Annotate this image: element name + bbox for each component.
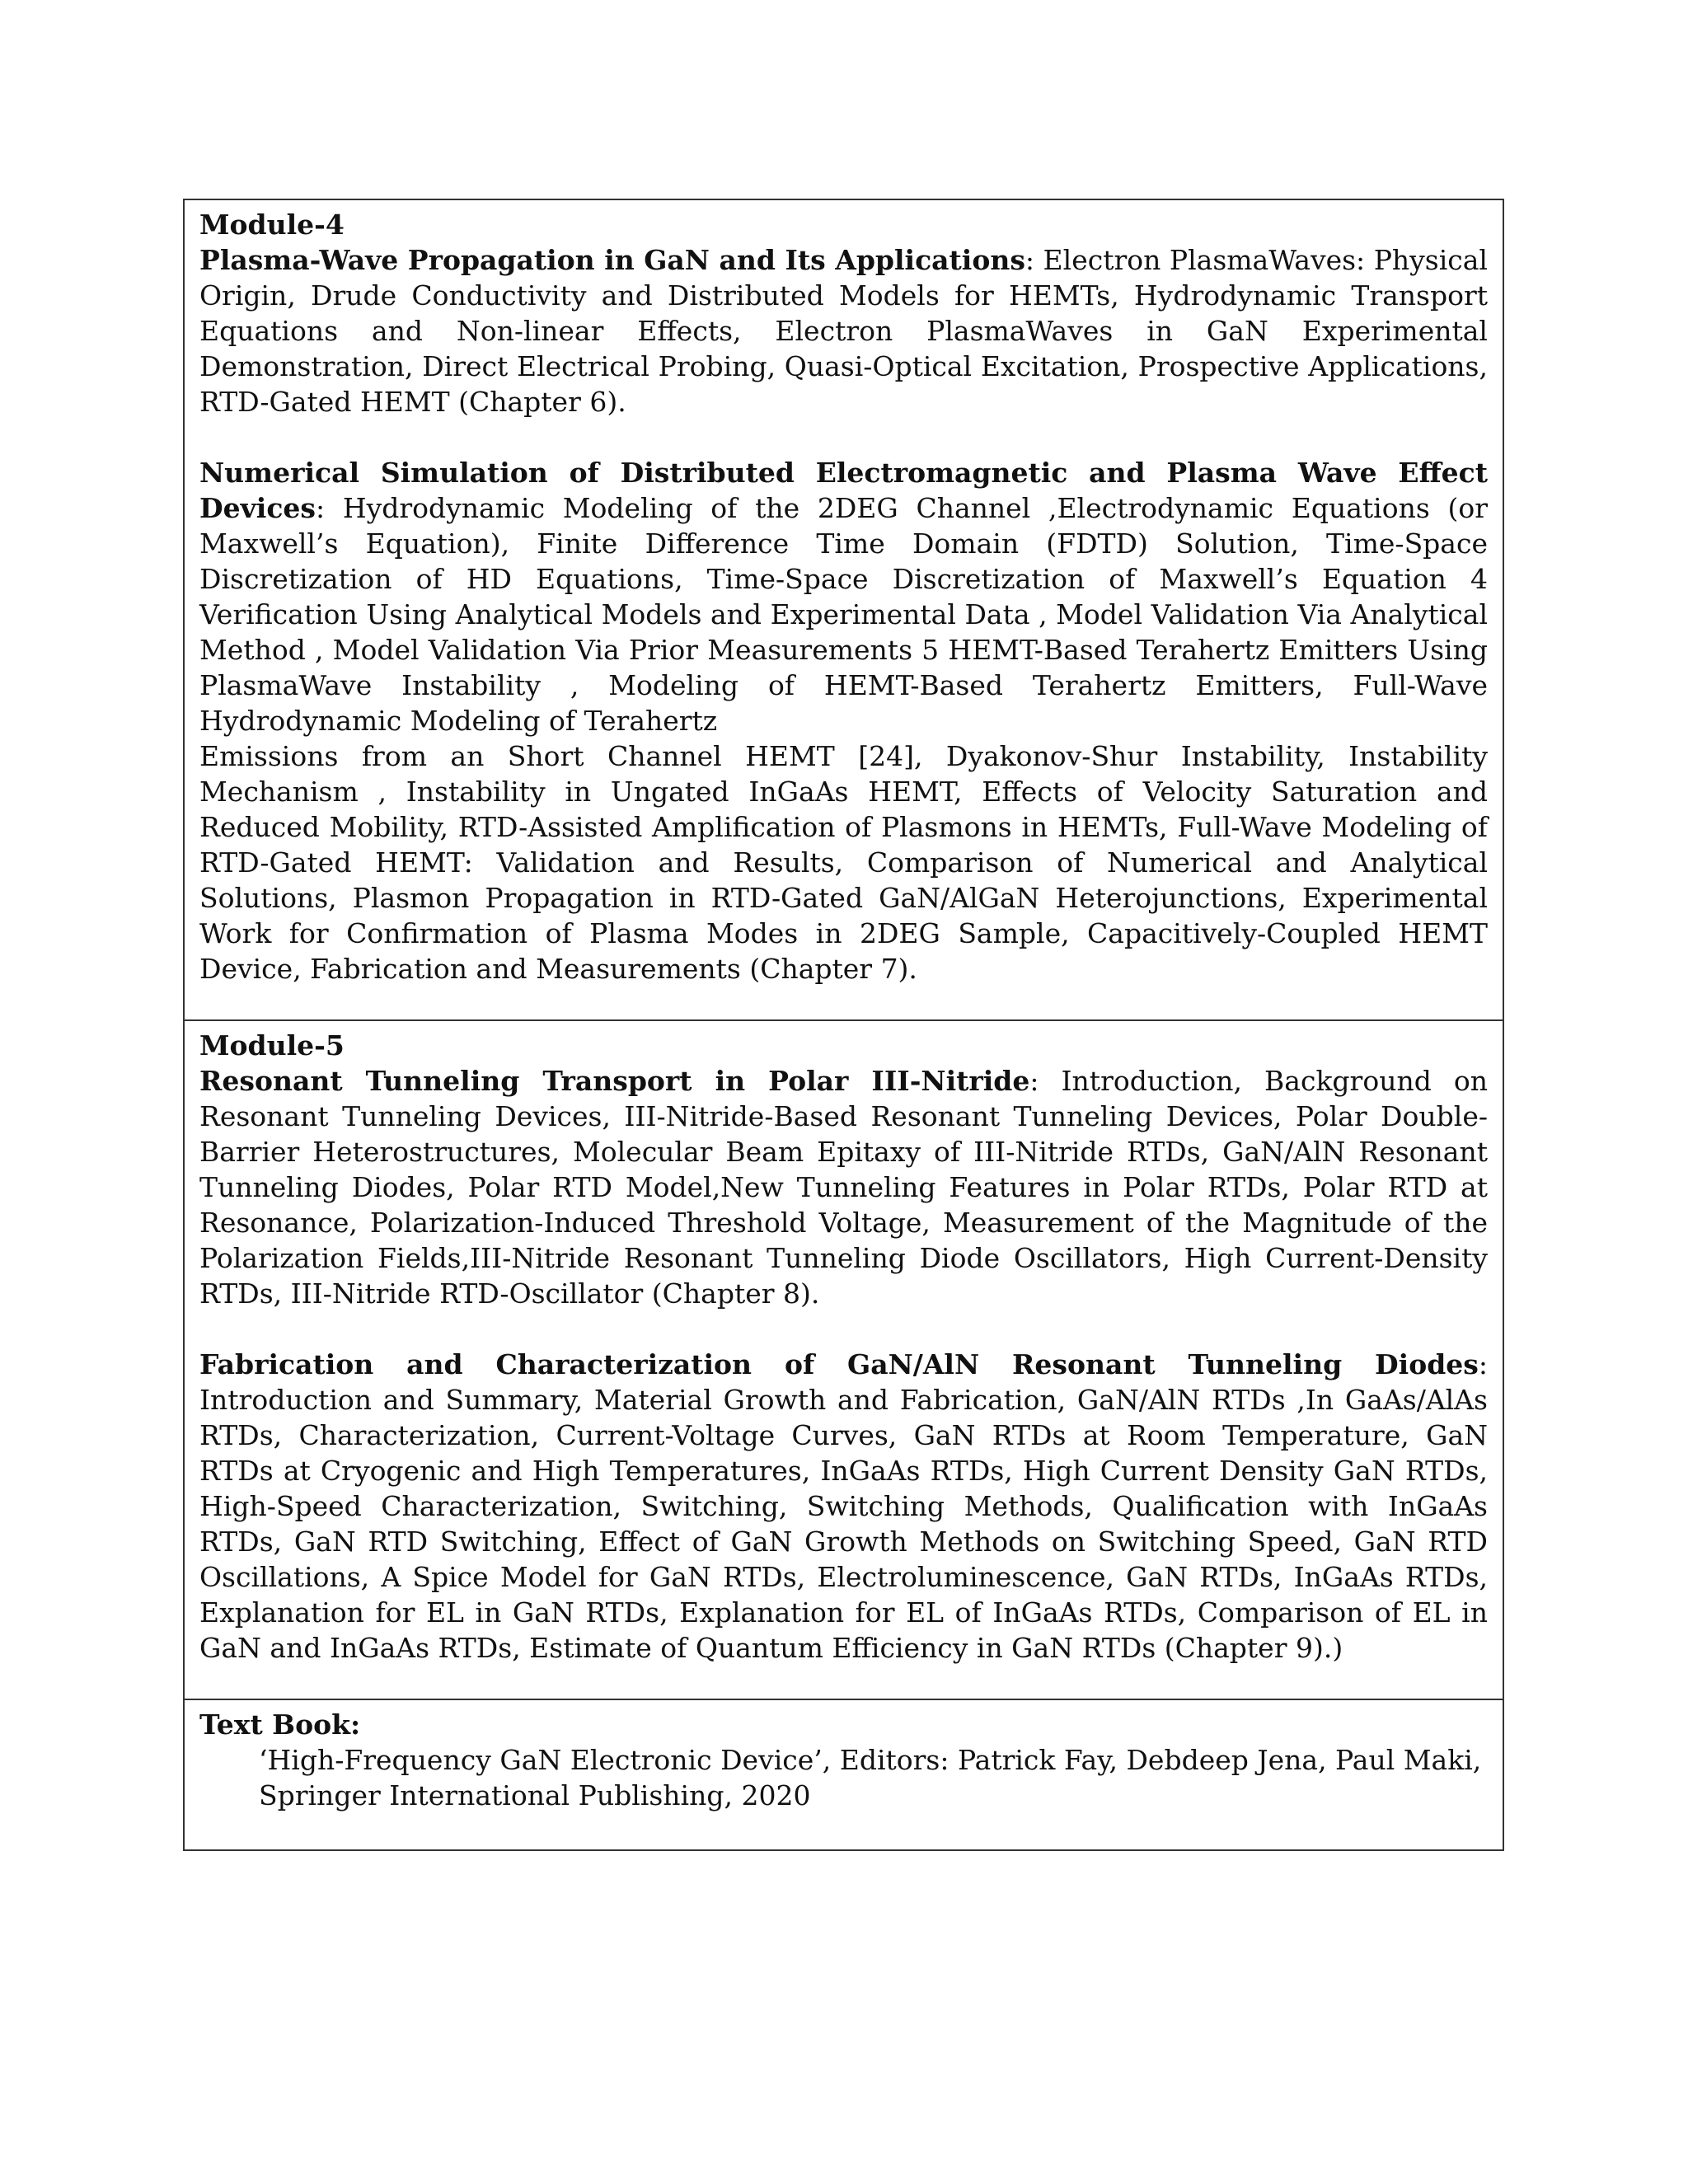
section-heading: Plasma-Wave Propagation in GaN and Its Applications [199,244,1025,276]
section-colon: : [1478,1348,1488,1380]
section-heading: Numerical Simulation of Distributed Electromagnetic and Plasma Wave Effect Devices [199,457,1488,524]
section-colon: : [1025,244,1035,276]
textbook-label: Text Book: [199,1708,361,1741]
textbook-line-1: ‘High-Frequency GaN Electronic Device’, Editors: Patrick Fay, Debdeep Jena, Paul Maki, [259,1744,1482,1776]
section-colon: : [316,492,326,524]
module-4-section-2 [199,455,1488,738]
module-4-label: Module-4 [199,209,345,241]
section-body: Hydrodynamic Modeling of the 2DEG Channel ,Electrodynamic Equations (or Maxwell’s Equation), Finite Difference Time Domain (FDTD) Solution, Time-Space Discretization of HD Equations, Time-Space Discretization of Maxwell’s Equation 4 Verification Using Analytical Models and Experimental Data , Model Validation Via Analytical Method , Model Validation Via Prior Measurements 5 HEMT-Based Terahertz Emitters Using PlasmaWave Instability , Modeling of HEMT-Based Terahertz Emitters, Full-Wave Hydrodynamic Modeling of Terahertz [199,492,1488,737]
section-colon: : [1029,1065,1039,1097]
section-body: Introduction, Background on Resonant Tunneling Devices, III-Nitride-Based Resonant Tunneling Devices, Polar Double-Barrier Heterostructures, Molecular Beam Epitaxy of III-Nitride RTDs, GaN/AlN Resonant Tunneling Diodes, Polar RTD Model,New Tunneling Features in Polar RTDs, Polar RTD at Resonance, Polarization-Induced Threshold Voltage, Measurement of the Magnitude of the Polarization Fields,III-Nitride Resonant Tunneling Diode Oscillators, High Current-Density RTDs, III-Nitride RTD-Oscillator (Chapter 8). [199,1065,1488,1310]
syllabus-table [183,199,1504,1851]
module-5-cell [185,1019,1503,1699]
textbook-line-2: Springer International Publishing, 2020 [259,1779,811,1811]
textbook-cell [185,1699,1503,1849]
module-4-cell [185,200,1503,1019]
module-5-section-2 [199,1347,1488,1666]
section-heading: Resonant Tunneling Transport in Polar III-Nitride [199,1065,1030,1097]
section-heading: Fabrication and Characterization of GaN/AlN Resonant Tunneling Diodes [199,1348,1479,1380]
module-5-section-1 [199,1063,1488,1311]
module-4-section-2-continued: Emissions from an Short Channel HEMT [24], Dyakonov-Shur Instability, Instability Mechanism , Instability in Ungated InGaAs HEMT, Effects of Velocity Saturation and Reduced Mobility, RTD-Assisted Amplification of Plasmons in HEMTs, Full-Wave Modeling of RTD-Gated HEMT: Validation and Results, Comparison of Numerical and Analytical Solutions, Plasmon Propagation in RTD-Gated GaN/AlGaN Heterojunctions, Experimental Work for Confirmation of Plasma Modes in 2DEG Sample, Capacitively-Coupled HEMT Device, Fabrication and Measurements (Chapter 7). [199,740,1488,985]
module-4-section-1 [199,242,1488,419]
section-body: Introduction and Summary, Material Growth and Fabrication, GaN/AlN RTDs ,In GaAs/AlAs RTDs, Characterization, Current-Voltage Curves, GaN RTDs at Room Temperature, GaN RTDs at Cryogenic and High Temperatures, InGaAs RTDs, High Current Density GaN RTDs, High-Speed Characterization, Switching, Switching Methods, Qualification with InGaAs RTDs, GaN RTD Switching, Effect of GaN Growth Methods on Switching Speed, GaN RTD Oscillations, A Spice Model for GaN RTDs, Electroluminescence, GaN RTDs, InGaAs RTDs, Explanation for EL in GaN RTDs, Explanation for EL of InGaAs RTDs, Comparison of EL in GaN and InGaAs RTDs, Estimate of Quantum Efficiency in GaN RTDs (Chapter 9).) [199,1384,1488,1664]
module-5-label: Module-5 [199,1029,345,1062]
section-body: Electron PlasmaWaves: Physical Origin, Drude Conductivity and Distributed Models for HEMTs, Hydrodynamic Transport Equations and Non-linear Effects, Electron PlasmaWaves in GaN Experimental Demonstration, Direct Electrical Probing, Quasi-Optical Excitation, Prospective Applications, RTD-Gated HEMT (Chapter 6). [199,244,1488,418]
